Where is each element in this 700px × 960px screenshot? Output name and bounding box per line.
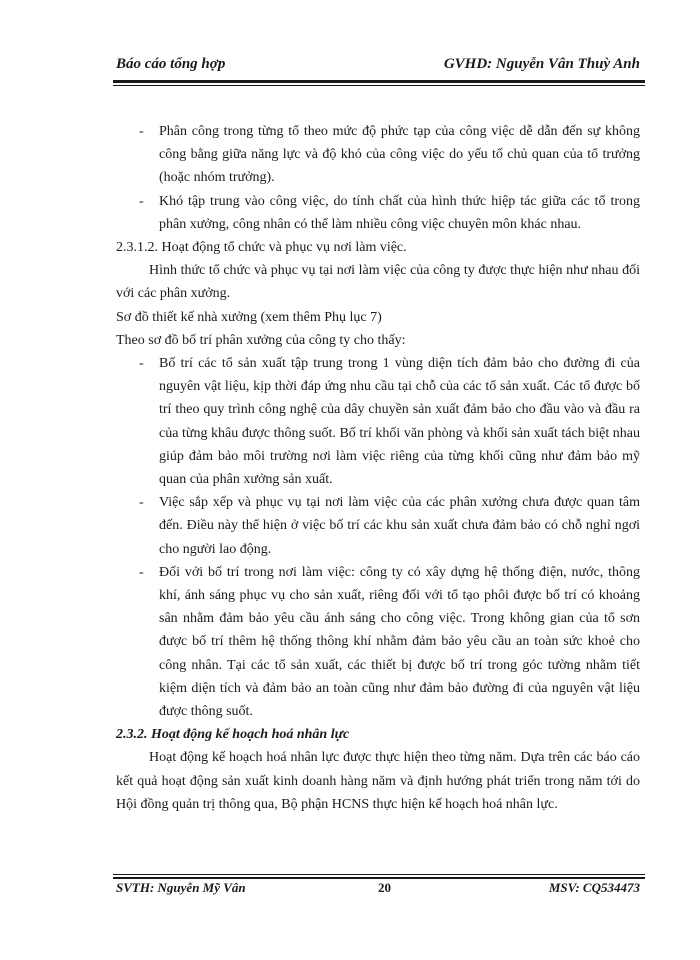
header-rule-thin xyxy=(113,85,645,86)
bullet-text: Bố trí các tổ sản xuất tập trung trong 1 vùng diện tích đảm bảo cho đường đi của nguyên vật liệu, kịp thời đáp ứng nhu cầu tại chỗ của các tổ sản xuất. Các tổ được bố trí theo quy trình công nghệ của dây chuyền sản xuất đảm bảo cho đầu vào và đầu ra của từng khâu được thông suốt. Bố trí khối văn phòng và khối sản xuất tách biệt nhau giúp đảm bảo môi trường nơi làm việc riêng của từng khối cũng như đảm bảo mỹ quan của phân xưởng sản xuất. xyxy=(159,356,640,488)
bullet-dash: - xyxy=(139,495,144,511)
bullet-text: Việc sắp xếp và phục vụ tại nơi làm việc của các phân xưởng chưa được quan tâm đến. Điều này thể hiện ở việc bố trí các khu sản xuất chưa đảm bảo có chỗ nghỉ ngơi cho người lao động. xyxy=(159,495,640,557)
header-supervisor: GVHD: Nguyễn Vân Thuỳ Anh xyxy=(443,56,640,72)
section-heading-232: 2.3.2. Hoạt động kế hoạch hoá nhân lực xyxy=(116,727,350,743)
layout-intro-line: Theo sơ đồ bố trí phân xưởng của công ty cho thấy: xyxy=(116,332,406,348)
bullet-text: Đối với bố trí trong nơi làm việc: công ty có xây dựng hệ thống điện, nước, thông khí, ánh sáng phục vụ cho sản xuất, riêng đối với tổ tạo phôi được bố trí có khoảng sân nhằm đảm bảo yêu cầu ánh sáng cho công việc. Trong không gian của tổ sơn được bố trí thêm hệ thống thông khí nhằm đảm bảo yêu cầu an toàn sức khoẻ cho công nhân. Tại các tổ sản xuất, các thiết bị được bố trí trong góc tường nhằm tiết kiệm diện tích và đảm bảo an toàn cũng như đảm bảo đường đi của nguyên vật liệu được thông suốt. xyxy=(159,564,640,720)
footer-student-name: SVTH: Nguyễn Mỹ Vân xyxy=(116,880,246,895)
list-item xyxy=(116,190,640,236)
bullet-text: Phân công trong từng tổ theo mức độ phức tạp của công việc dễ dẫn đến sự không công bằng giữa năng lực và độ khó của công việc do yếu tố chủ quan của tổ trưởng (hoặc nhóm trưởng). xyxy=(159,124,640,186)
page-footer xyxy=(116,880,640,902)
page-number: 20 xyxy=(378,880,391,895)
footer-rule-thick xyxy=(113,877,645,879)
footer-student-id: MSV: CQ534473 xyxy=(548,880,640,895)
section-heading-2312: 2.3.1.2. Hoạt động tổ chức và phục vụ nơi làm việc. xyxy=(116,240,407,256)
list-item xyxy=(116,120,640,190)
layout-diagram-note: Sơ đồ thiết kế nhà xưởng (xem thêm Phụ lục 7) xyxy=(116,309,382,325)
page-header xyxy=(116,56,640,78)
bullet-dash: - xyxy=(139,356,144,372)
bullet-text: Khó tập trung vào công việc, do tính chất của hình thức hiệp tác giữa các tổ trong phân xưởng, công nhân có thể làm nhiều công việc chuyên môn khác nhau. xyxy=(159,193,640,232)
list-item xyxy=(116,491,640,561)
paragraph: Hình thức tổ chức và phục vụ tại nơi làm việc của công ty được thực hiện như nhau đối với các phân xưởng. xyxy=(116,263,640,302)
list-item xyxy=(116,352,640,491)
footer-rule-thin xyxy=(113,874,645,875)
header-rule-thick xyxy=(113,80,645,83)
list-item xyxy=(116,561,640,723)
paragraph: Hoạt động kế hoạch hoá nhân lực được thực hiện theo từng năm. Dựa trên các báo cáo kết quả hoạt động sản xuất kinh doanh hàng năm và định hướng phát triển trong năm tới do Hội đồng quản trị thông qua, Bộ phận HCNS thực hiện kế hoạch hoá nhân lực. xyxy=(116,750,640,812)
page-body xyxy=(116,120,640,816)
bullet-dash: - xyxy=(139,124,144,139)
bullet-dash: - xyxy=(139,564,144,580)
bullet-dash: - xyxy=(139,193,144,209)
header-report-title: Báo cáo tổng hợp xyxy=(116,56,226,72)
